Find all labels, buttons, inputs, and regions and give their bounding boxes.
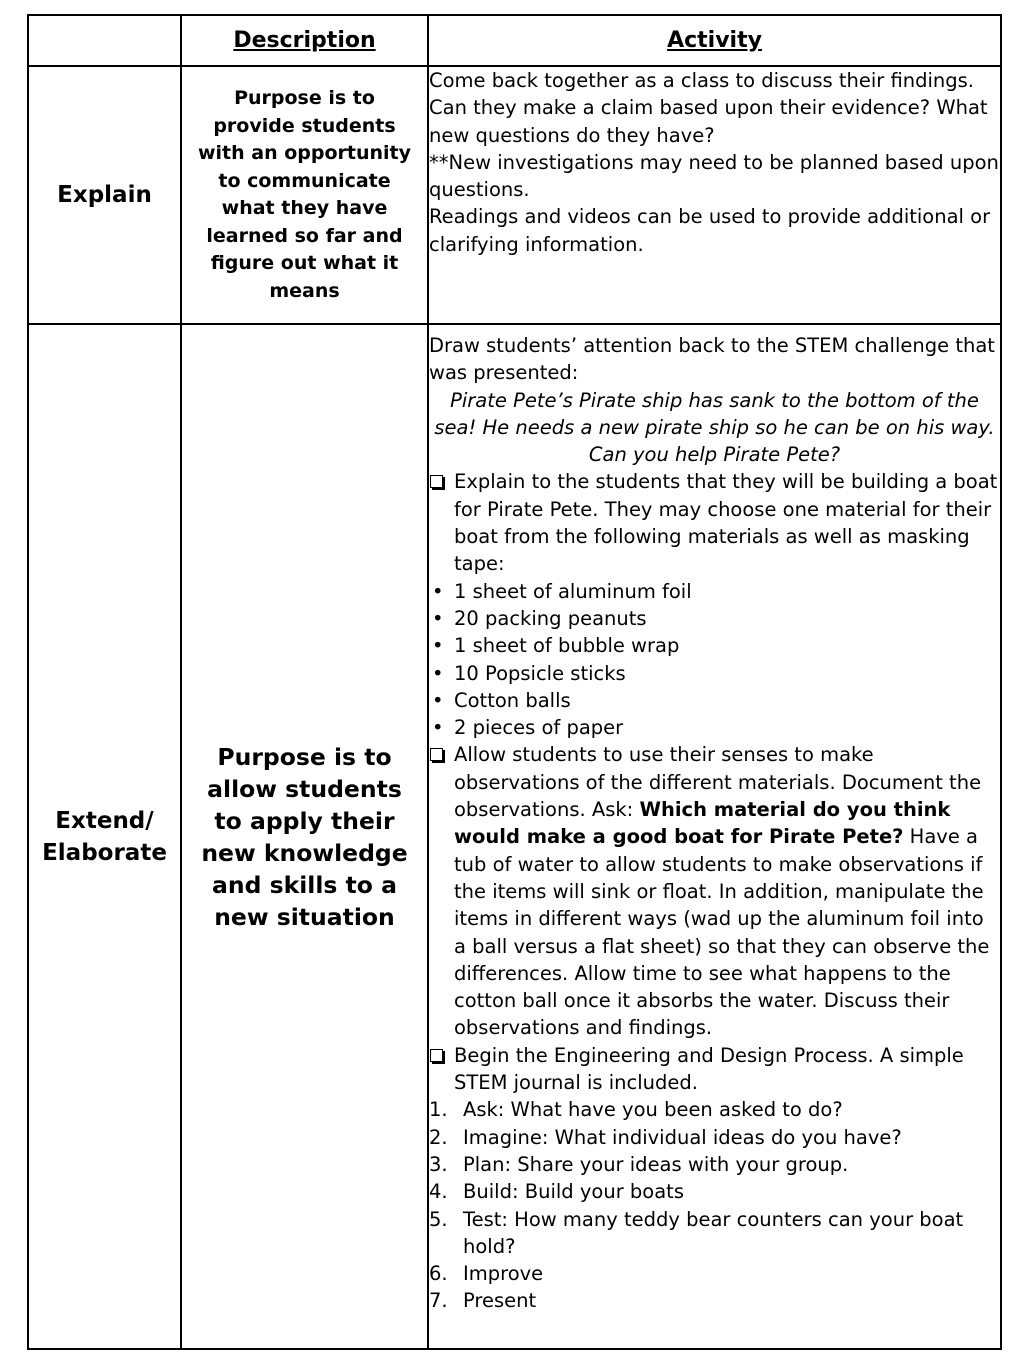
process-item (429, 1096, 1000, 1123)
step-question: Which material do you think would make a good boat for Pirate Pete? (454, 798, 951, 849)
step-text: Explain to the students that they will be building a boat for Pirate Pete. They may choose one material for their boat from the following materials as well as masking tape: (454, 470, 998, 576)
bullet-icon: • (432, 634, 444, 658)
process-text: Plan: Share your ideas with your group. (463, 1152, 849, 1176)
extend-purpose: Purpose is to allow students to apply their new knowledge and skills to a new situation (181, 324, 428, 1349)
extend-intro: Draw students’ attention back to the STEM challenge that was presented: (429, 334, 995, 385)
process-number: 7. (429, 1289, 448, 1313)
process-text: Improve (463, 1262, 544, 1286)
extend-row (28, 324, 1001, 1349)
header-activity: Activity (428, 15, 1001, 66)
extend-activity (428, 324, 1001, 1349)
explain-activity (428, 66, 1001, 324)
bullet-icon: • (432, 579, 444, 603)
header-blank-cell (28, 15, 181, 66)
step-text-part: Have a tub of water to allow students to make observations if the items will sink or float. In addition, manipulate the items in different ways (wad up the aluminum foil into a ball versus a flat sheet) so that they can observe the differences. Allow time to see what happens to the cotton ball once it absorbs the water. Discuss their observations and findings. (454, 825, 990, 1040)
process-number: 3. (429, 1152, 448, 1176)
extend-phase-label (28, 324, 181, 1349)
material-item (429, 714, 1000, 741)
material-item (429, 687, 1000, 714)
process-number: 5. (429, 1207, 448, 1231)
pirate-challenge: Pirate Pete’s Pirate ship has sank to the bottom of the sea! He needs a new pirate ship so he can be on his way. Can you help Pirate Pete? (434, 388, 995, 467)
checkbox-icon (429, 468, 454, 495)
step-text-part: Allow students to use their senses to make observations of the different materials. Document the observations. Ask: (454, 743, 982, 822)
material-item (429, 578, 1000, 605)
lesson-plan-table (27, 14, 1002, 1350)
checkbox-icon (429, 741, 454, 768)
explain-purpose: Purpose is to provide students with an opportunity to communicate what they have learned so far and figure out what it means (181, 66, 428, 324)
bullet-icon: • (432, 606, 444, 630)
process-text: Test: How many teddy bear counters can your boat hold? (463, 1207, 964, 1258)
extend-phase-line: Elaborate (42, 839, 167, 866)
bullet-icon: • (432, 716, 444, 740)
explain-activity-line: Come back together as a class to discuss their findings. Can they make a claim based upon their evidence? What new questions do they have? (429, 69, 988, 147)
material-text: 10 Popsicle sticks (454, 661, 626, 685)
explain-row (28, 66, 1001, 324)
material-text: 1 sheet of bubble wrap (454, 634, 680, 658)
process-item (429, 1178, 1000, 1205)
process-text: Present (463, 1289, 537, 1313)
process-item (429, 1206, 1000, 1261)
material-item (429, 660, 1000, 687)
step-text: Begin the Engineering and Design Process. A simple STEM journal is included. (454, 1043, 964, 1095)
process-item (429, 1124, 1000, 1151)
step-item (429, 1042, 1000, 1097)
process-number: 2. (429, 1125, 448, 1149)
process-item (429, 1260, 1000, 1287)
material-text: 20 packing peanuts (454, 606, 647, 630)
step-text (454, 741, 1000, 1041)
process-text: Ask: What have you been asked to do? (463, 1098, 843, 1122)
material-text: 2 pieces of paper (454, 716, 624, 740)
material-text: 1 sheet of aluminum foil (454, 579, 692, 603)
checkbox-icon (429, 1042, 454, 1069)
process-number: 1. (429, 1098, 448, 1122)
bullet-icon: • (432, 661, 444, 685)
explain-phase-label: Explain (28, 66, 181, 324)
header-description: Description (181, 15, 428, 66)
process-item (429, 1151, 1000, 1178)
explain-activity-line: Readings and videos can be used to provide additional or clarifying information. (429, 205, 991, 256)
process-item (429, 1287, 1000, 1314)
explain-activity-line: **New investigations may need to be planned based upon questions. (429, 150, 999, 202)
process-text: Imagine: What individual ideas do you have? (463, 1125, 902, 1149)
step-item (429, 741, 1000, 1041)
material-item (429, 632, 1000, 659)
material-item (429, 605, 1000, 632)
extend-phase-line: Extend/ (55, 807, 154, 834)
step-item (429, 468, 1000, 577)
process-number: 6. (429, 1262, 448, 1286)
bullet-icon: • (432, 688, 444, 712)
process-number: 4. (429, 1180, 448, 1204)
process-text: Build: Build your boats (463, 1180, 684, 1204)
header-row (28, 15, 1001, 66)
material-text: Cotton balls (454, 688, 571, 712)
